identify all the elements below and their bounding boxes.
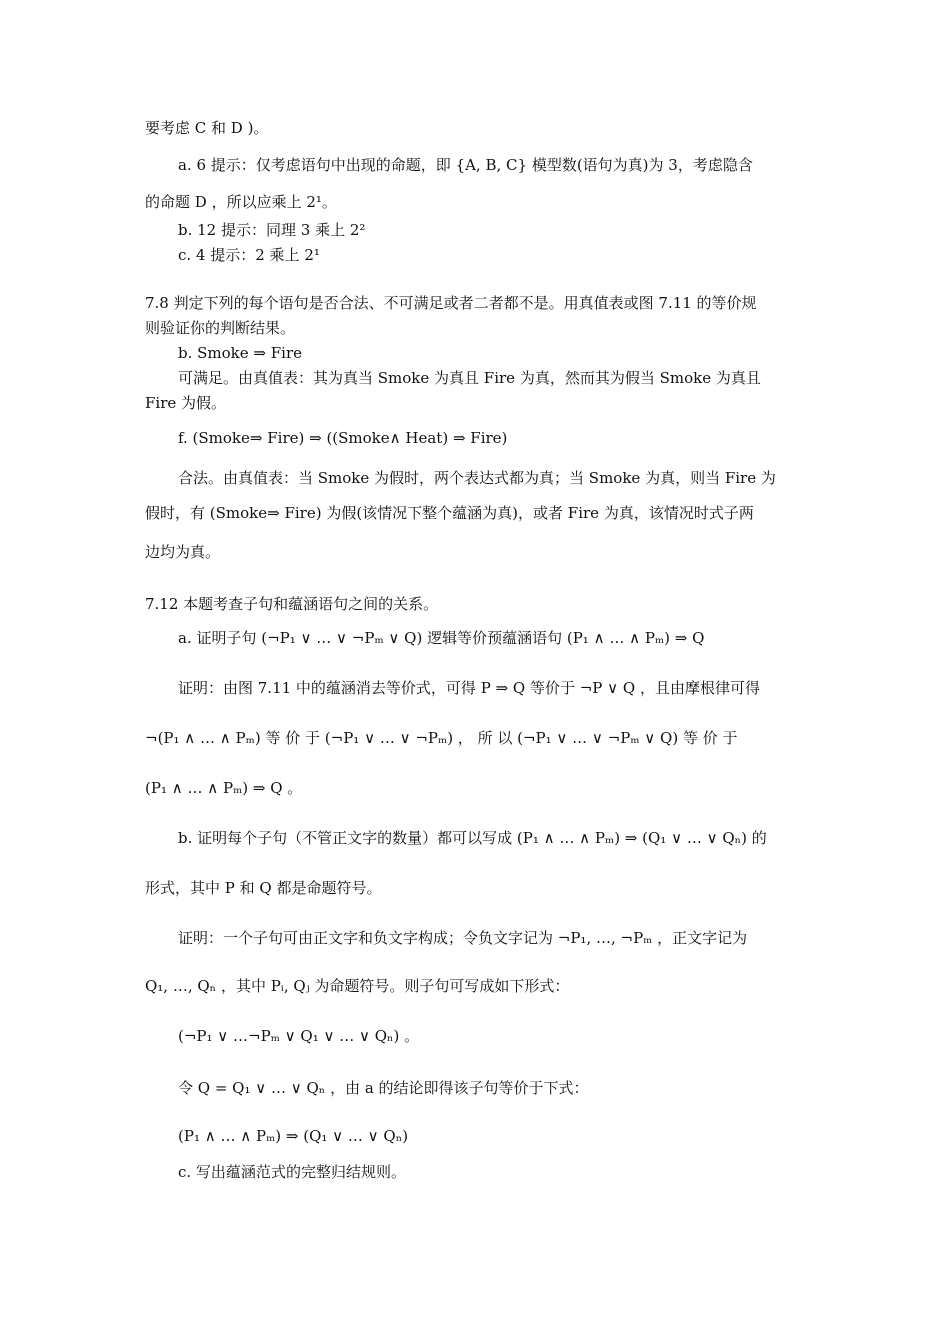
formula-line: b. 证明每个子句（不管正文字的数量）都可以写成 (P₁ ∧ … ∧ Pₘ) ⇒ (Q₁ ∨ … ∨ Qₙ) 的 — [178, 829, 767, 847]
formula-line: (P₁ ∧ … ∧ Pₘ) ⇒ Q 。 — [145, 779, 303, 797]
formula-line: (P₁ ∧ … ∧ Pₘ) ⇒ (Q₁ ∨ … ∨ Qₙ) — [178, 1127, 409, 1145]
formula-line: ¬(P₁ ∧ … ∧ Pₘ) 等 价 于 (¬P₁ ∨ … ∨ ¬Pₘ) ， 所 以 (¬P₁ ∨ … ∨ ¬Pₘ ∨ Q) 等 价 于 — [145, 729, 738, 747]
text-line: 可满足。由真值表：其为真当 Smoke 为真且 Fire 为真，然而其为假当 Smoke 为真且 — [178, 369, 761, 387]
text-line: 边均为真。 — [145, 543, 221, 561]
text-line: 则验证你的判断结果。 — [145, 319, 296, 337]
text-line: 证明：由图 7.11 中的蕴涵消去等价式，可得 P ⇒ Q 等价于 ¬P ∨ Q ，且由摩根律可得 — [178, 679, 760, 697]
formula-line: f. (Smoke⇒ Fire) ⇒ ((Smoke∧ Heat) ⇒ Fire) — [178, 429, 508, 447]
text-line: b. 12 提示：同理 3 乘上 2² — [178, 221, 366, 239]
text-line: a. 6 提示：仅考虑语句中出现的命题，即 {A, B, C} 模型数(语句为真)为 3，考虑隐含 — [178, 156, 753, 174]
formula-line: 令 Q = Q₁ ∨ … ∨ Qₙ ，由 a 的结论即得该子句等价于下式： — [178, 1079, 589, 1097]
text-line: Fire 为假。 — [145, 394, 227, 412]
text-line: c. 写出蕴涵范式的完整归结规则。 — [178, 1163, 406, 1181]
text-line: 合法。由真值表：当 Smoke 为假时，两个表达式都为真；当 Smoke 为真，则当 Fire 为 — [178, 469, 776, 487]
text-line: Q₁, …, Qₙ ，其中 Pᵢ, Qⱼ 为命题符号。则子句可写成如下形式： — [145, 977, 570, 995]
text-line: 的命题 D ，所以应乘上 2¹。 — [145, 193, 337, 211]
formula-line: a. 证明子句 (¬P₁ ∨ … ∨ ¬Pₘ ∨ Q) 逻辑等价预蕴涵语句 (P₁ ∧ … ∧ Pₘ) ⇒ Q — [178, 629, 705, 647]
text-line: 假时，有 (Smoke⇒ Fire) 为假(该情况下整个蕴涵为真)，或者 Fire 为真，该情况时式子两 — [145, 504, 754, 522]
formula-line: (¬P₁ ∨ …¬Pₘ ∨ Q₁ ∨ … ∨ Qₙ) 。 — [178, 1027, 420, 1045]
formula-line: b. Smoke ⇒ Fire — [178, 344, 302, 362]
text-line: 7.8 判定下列的每个语句是否合法、不可满足或者二者都不是。用真值表或图 7.11 的等价规 — [145, 294, 757, 312]
text-line: 要考虑 C 和 D )。 — [145, 119, 269, 137]
text-line: 证明：一个子句可由正文字和负文字构成；令负文字记为 ¬P₁, …, ¬Pₘ ，正文字记为 — [178, 929, 748, 947]
text-line: 形式，其中 P 和 Q 都是命题符号。 — [145, 879, 382, 897]
text-line: c. 4 提示：2 乘上 2¹ — [178, 246, 320, 264]
text-line: 7.12 本题考查子句和蕴涵语句之间的关系。 — [145, 595, 439, 613]
